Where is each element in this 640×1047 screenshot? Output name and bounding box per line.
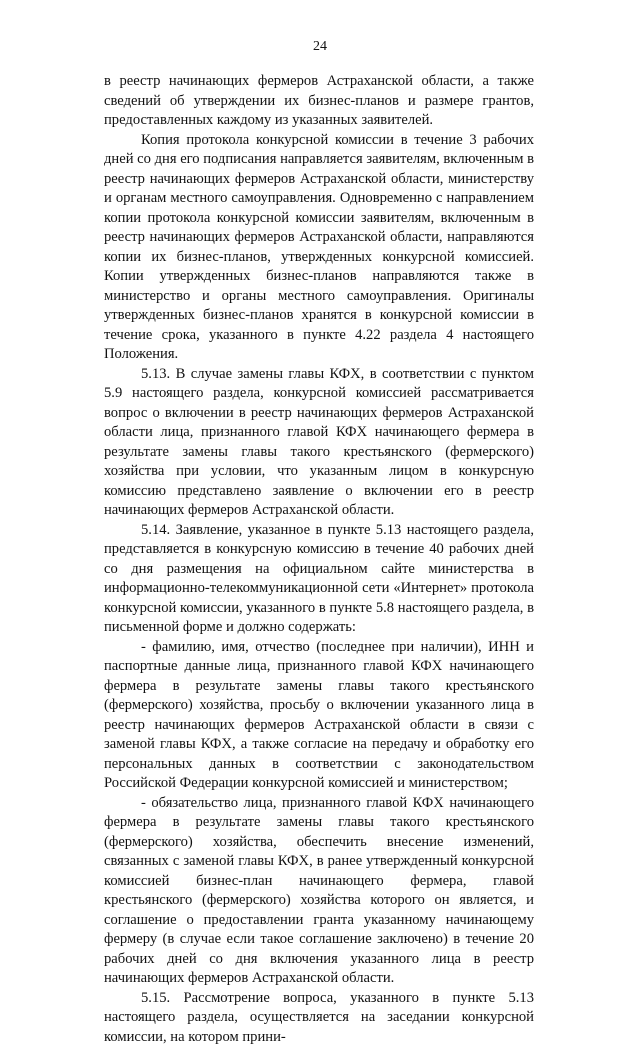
- paragraph-protocol-copy: Копия протокола конкурсной комиссии в течение 3 рабочих дней со дня его подписания направляется заявителям, включенным в реестр начинающих фермеров Астраханской области, министерству и органам местного самоуправления. Одновременно с направлением копии протокола конкурсной комиссии заявителям, включенным в реестр начинающих фермеров Астраханской области, направляются копии их бизнес-планов, утвержденных конкурсной комиссией. Копии утвержденных бизнес-планов направляются также в министерство и органы местного самоуправления. Оригиналы утвержденных бизнес-планов хранятся в конкурсной комиссии в течение срока, указанного в пункте 4.22 раздела 4 настоящего Положения.: [104, 131, 534, 365]
- list-item-personal-data: - фамилию, имя, отчество (последнее при наличии), ИНН и паспортные данные лица, признанного главой КФХ начинающего фермера в результате замены главы такого крестьянского (фермерского) хозяйства, просьбу о включении указанного лица в реестр начинающих фермеров Астраханской области в связи с заменой главы КФХ, а также согласие на передачу и обработку его персональных данных в соответствии с законодательством Российской Федерации конкурсной комиссией и министерством;: [104, 638, 534, 794]
- paragraph-continuation: в реестр начинающих фермеров Астраханской области, а также сведений об утверждении их бизнес-планов и размере грантов, предоставленных каждому из указанных заявителей.: [104, 72, 534, 131]
- paragraph-5-13: 5.13. В случае замены главы КФХ, в соответствии с пунктом 5.9 настоящего раздела, конкурсной комиссией рассматривается вопрос о включении в реестр начинающих фермеров Астраханской области лица, признанного главой КФХ начинающего фермера в результате замены главы такого крестьянского (фермерского) хозяйства при условии, что указанным лицом в конкурсную комиссию представлено заявление о включении его в реестр начинающих фермеров Астраханской области.: [104, 365, 534, 521]
- paragraph-5-14: 5.14. Заявление, указанное в пункте 5.13 настоящего раздела, представляется в конкурсную комиссию в течение 40 рабочих дней со дня размещения на официальном сайте министерства в информационно-телекоммуникационной сети «Интернет» протокола конкурсной комиссии, указанного в пункте 5.8 настоящего раздела, в письменной форме и должно содержать:: [104, 521, 534, 638]
- list-item-obligation: - обязательство лица, признанного главой КФХ начинающего фермера в результате замены главы такого крестьянского (фермерского) хозяйства, обеспечить внесение изменений, связанных с заменой главы КФХ, в ранее утвержденный конкурсной комиссией бизнес-план начинающего фермера, главой крестьянского (фермерского) хозяйства которого он является, и соглашение о предоставлении гранта указанному начинающему фермеру (в случае если такое соглашение заключено) в течение 20 рабочих дней со дня включения указанного лица в реестр начинающих фермеров Астраханской области.: [104, 794, 534, 989]
- page-number: 24: [0, 39, 640, 55]
- document-body: [104, 72, 534, 1047]
- paragraph-5-15: 5.15. Рассмотрение вопроса, указанного в пункте 5.13 настоящего раздела, осуществляется на заседании конкурсной комиссии, на котором прини-: [104, 989, 534, 1047]
